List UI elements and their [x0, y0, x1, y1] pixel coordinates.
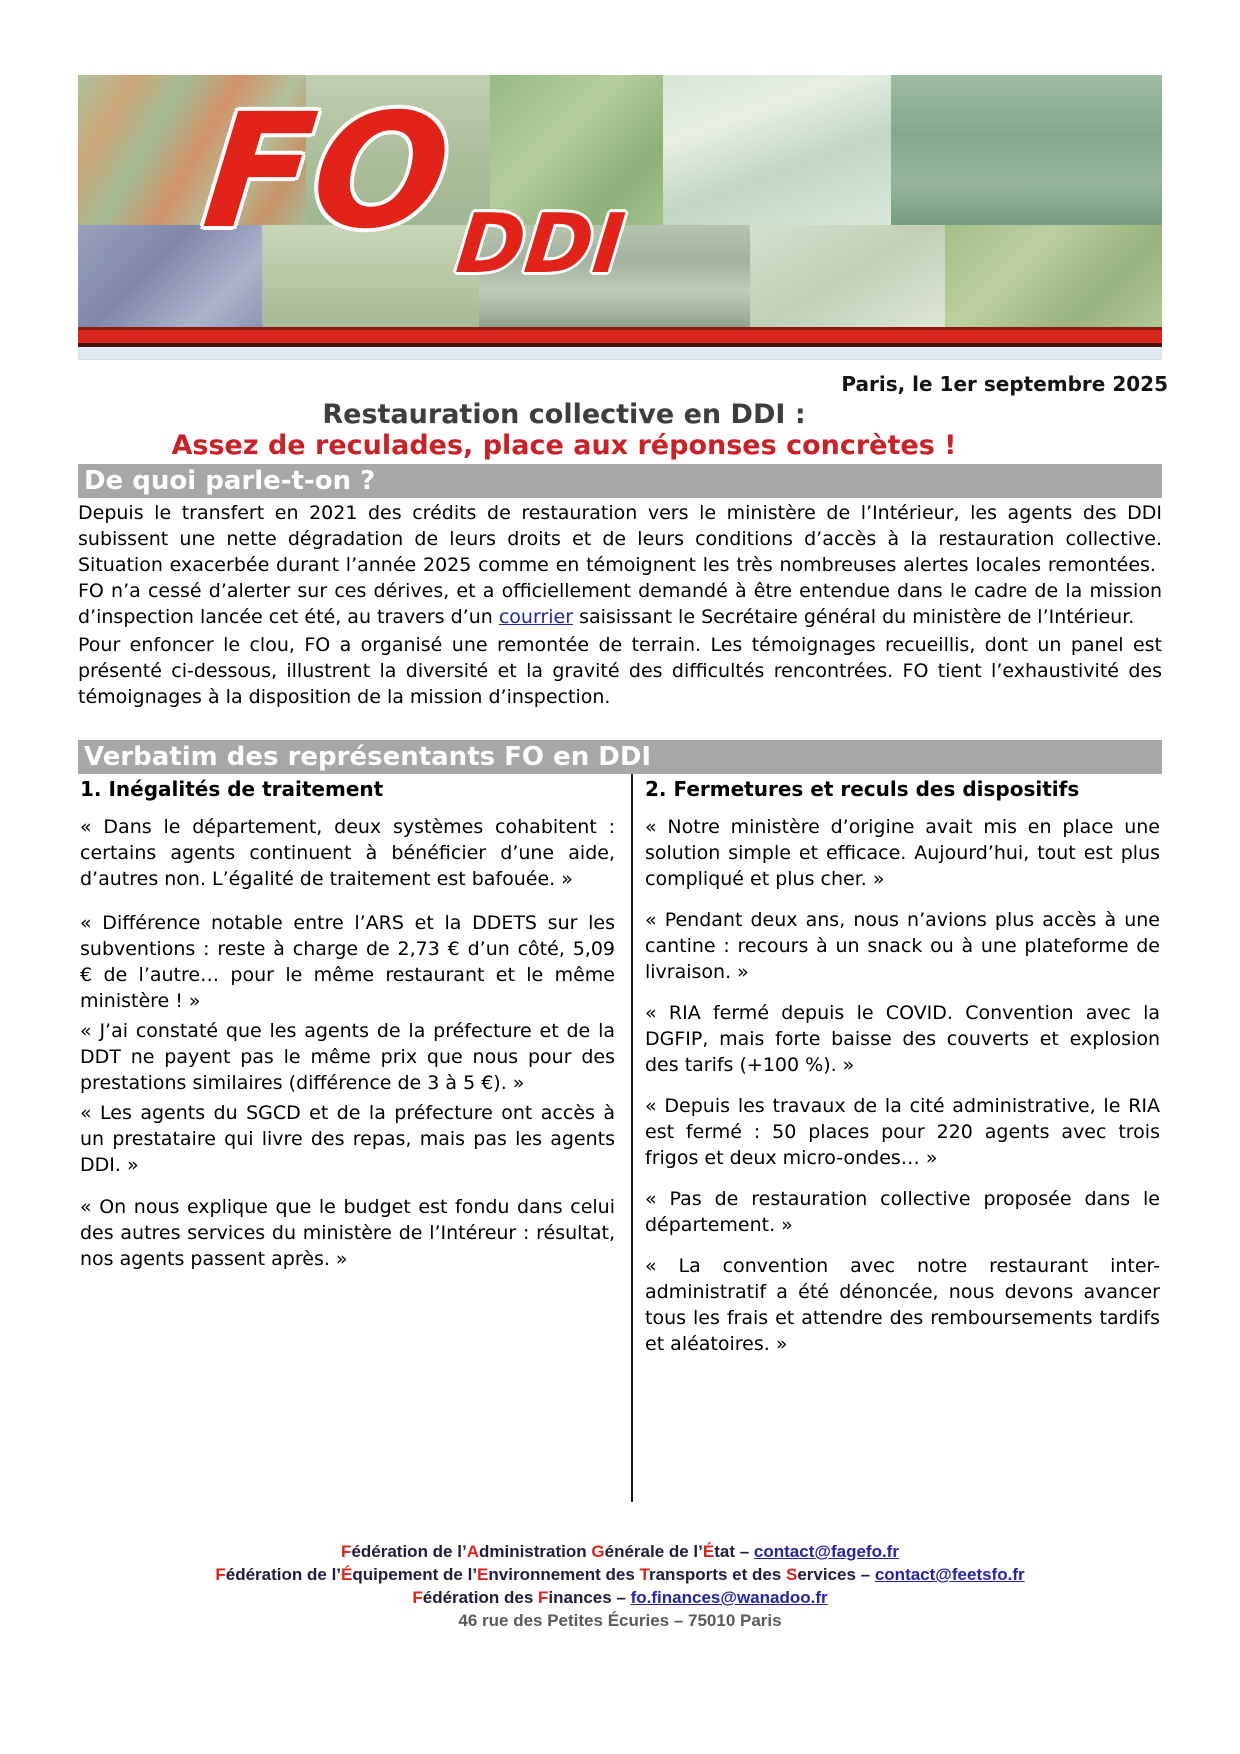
title-line-2: Assez de reculades, place aux réponses concrètes ! [171, 430, 957, 461]
text-segment: E [477, 1565, 489, 1584]
quote-item: « Dans le département, deux systèmes cohabitent : certains agents continuent à bénéficier d’une aide, d’autres non. L’égalité de traitement est bafouée. » [80, 816, 615, 890]
footer-line-finances [78, 1586, 1162, 1609]
intro-block [78, 498, 1162, 736]
fagefo-email-link[interactable]: contact@fagefo.fr [753, 1542, 899, 1561]
left-column-heading: 1. Inégalités de traitement [80, 777, 384, 801]
text-segment: F [412, 1588, 423, 1607]
verbatim-table [78, 774, 1162, 1502]
quote-item: « Les agents du SGCD et de la préfecture ont accès à un prestataire qui livre des repas, mais pas les agents DDI. » [80, 1102, 615, 1176]
quote-item: « Différence notable entre l’ARS et la DDETS sur les subventions : reste à charge de 2,73 € d’un côté, 5,09 € de l’autre… pour le même restaurant et le même ministère ! » [80, 912, 615, 1012]
text-segment: F [215, 1565, 226, 1584]
footer-line-fagefo [78, 1540, 1162, 1563]
quote-item: « La convention avec notre restaurant inter-administratif a été dénoncée, nous devons avancer tous les frais et attendre des remboursements tardifs et aléatoires. » [645, 1255, 1160, 1355]
footer [78, 1540, 1162, 1632]
fo-ddi-logo [196, 80, 630, 292]
verbatim-column-fermetures [633, 774, 1162, 1502]
quote-item: « Notre ministère d’origine avait mis en place une solution simple et efficace. Aujourd’hui, tout est plus compliqué et plus cher. » [645, 816, 1160, 890]
feetsfo-email-link[interactable]: contact@feetsfo.fr [874, 1565, 1025, 1584]
intro-paragraph-2: Pour enfoncer le clou, FO a organisé une remontée de terrain. Les témoignages recueillis, dont un panel est présenté ci-dessous, illustrent la diversité et la gravité des difficultés rencontrées. FO tient l’exhaustivité des témoignages à la disposition de la mission d’inspection. [78, 634, 1162, 708]
text-segment: énérale de l’ [604, 1542, 703, 1561]
text-segment: Depuis le transfert en 2021 des crédits de restauration vers le ministère de l’Intérieur, les agents des DDI subissent une nette dégradation de leurs droits et de leurs conditions d’accès à la restauration collective. Situation exacerbée durant l’année 2025 comme en témoignent les très nombreuses alertes locales remontées. FO n’a cessé d’alerter sur ces dérives, et a officiellement demandé à être entendue dans le cadre de la mission d’inspection lancée cet été, au travers d’un [78, 502, 1162, 628]
section-heading-de-quoi-parle-t-on: De quoi parle-t-on ? [78, 464, 1162, 498]
banner-red-bar [78, 327, 1162, 347]
verbatim-column-inegalites [78, 774, 631, 1502]
quote-item: « RIA fermé depuis le COVID. Convention avec la DGFIP, mais forte baisse des couverts et explosion des tarifs (+100 %). » [645, 1002, 1160, 1076]
text-segment: ervices – [797, 1565, 875, 1584]
text-segment: T [639, 1565, 649, 1584]
quote-item: « Depuis les travaux de la cité administrative, le RIA est fermé : 50 places pour 220 agents avec trois frigos et deux micro-ondes… » [645, 1095, 1160, 1169]
text-segment: édération de l’ [351, 1542, 467, 1561]
text-segment: S [785, 1565, 798, 1584]
courrier-link[interactable]: courrier [498, 606, 574, 628]
text-segment: inances – [548, 1588, 631, 1607]
quote-item: « Pas de restauration collective proposée dans le département. » [645, 1188, 1160, 1236]
text-segment: dministration [478, 1542, 592, 1561]
text-segment: G [591, 1542, 605, 1561]
text-segment: F [341, 1542, 352, 1561]
text-segment: F [538, 1588, 549, 1607]
quote-item: « J’ai constaté que les agents de la préfecture et de la DDT ne payent pas le même prix que nous pour des prestations similaires (différence de 3 à 5 €). » [80, 1020, 615, 1094]
logo-text-fo: FO [196, 80, 458, 264]
text-segment: É [702, 1542, 715, 1561]
text-segment: tat – [714, 1542, 754, 1561]
section-heading-verbatim: Verbatim des représentants FO en DDI [78, 740, 1162, 774]
date-line: Paris, le 1er septembre 2025 [841, 372, 1168, 396]
intro-paragraph-1 [78, 500, 1162, 630]
text-segment: nvironnement des [488, 1565, 640, 1584]
wanadoo-email-link[interactable]: fo.finances@wanadoo.fr [630, 1588, 828, 1607]
text-segment: quipement de l’ [352, 1565, 478, 1584]
quote-item: « On nous explique que le budget est fondu dans celui des autres services du ministère de l’Intéreur : résultat, nos agents passent après. » [80, 1196, 615, 1270]
banner [78, 75, 1162, 360]
text-segment: saisissant le Secrétaire général du ministère de l’Intérieur. [573, 606, 1135, 628]
footer-line-feetsfo [78, 1563, 1162, 1586]
text-segment: A [466, 1542, 479, 1561]
text-segment: édération des [422, 1588, 539, 1607]
banner-blue-strip [78, 347, 1162, 360]
right-column-heading: 2. Fermetures et reculs des dispositifs [645, 777, 1080, 801]
banner-photo-collage [78, 75, 1162, 327]
title-line-1: Restauration collective en DDI : [322, 399, 806, 430]
footer-address: 46 rue des Petites Écuries – 75010 Paris [458, 1611, 782, 1630]
quote-item: « Pendant deux ans, nous n’avions plus accès à une cantine : recours à un snack ou à une plateforme de livraison. » [645, 909, 1160, 983]
text-segment: É [341, 1565, 353, 1584]
text-segment: ransports et des [648, 1565, 786, 1584]
text-segment: édération de l’ [225, 1565, 342, 1584]
logo-text-ddi: DDI [452, 197, 630, 292]
